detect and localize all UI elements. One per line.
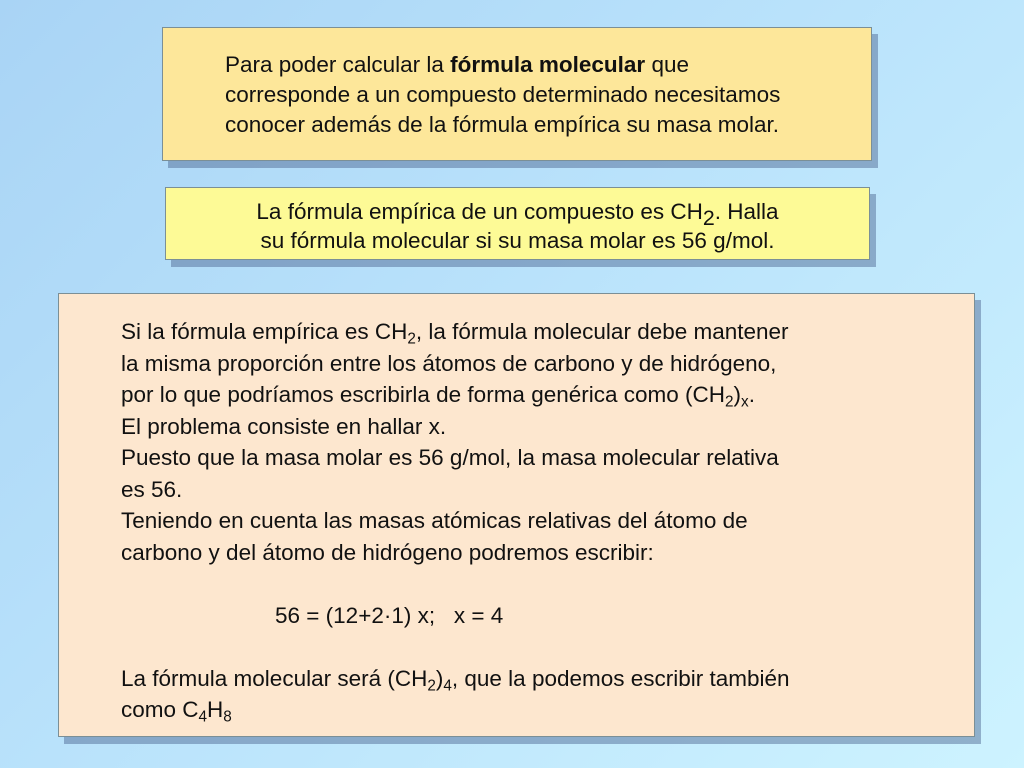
solution-line-5: Puesto que la masa molar es 56 g/mol, la masa molecular relativa (121, 445, 779, 470)
solution-line-4: El problema consiste en hallar x. (121, 413, 447, 439)
intro-line-2: corresponde a un compuesto determinado necesitamos (225, 82, 781, 107)
solution-box (58, 293, 975, 737)
subscript: 2 (702, 205, 715, 230)
subscript: 4 (443, 677, 452, 695)
solution-text: , que la podemos escribir también (451, 665, 790, 691)
problem-box (165, 187, 870, 260)
subscript: 2 (725, 393, 734, 411)
solution-text: , la fórmula molecular debe mantener (415, 319, 789, 344)
solution-line-3 (121, 379, 964, 411)
subscript: 4 (198, 708, 208, 726)
problem-text: La fórmula empírica de un compuesto es CH (256, 199, 703, 224)
solution-text: La fórmula molecular será (CH (121, 665, 428, 691)
subscript: 2 (427, 677, 436, 695)
solution-text: ) (435, 665, 444, 691)
solution-line-7: Teniendo en cuenta las masas atómicas relativas del átomo de (121, 508, 748, 533)
intro-text: que (645, 52, 689, 77)
solution-text: por lo que podríamos escribirla de forma genérica como (CH (121, 382, 726, 407)
solution-line-9 (121, 663, 964, 695)
subscript: 2 (407, 330, 416, 348)
solution-text: H (207, 697, 224, 722)
solution-line-8: carbono y del átomo de hidrógeno podremos escribir: (121, 539, 654, 565)
intro-box (162, 27, 872, 161)
intro-text: Para poder calcular la (225, 52, 451, 77)
subscript: x (741, 393, 749, 411)
solution-line-10 (121, 694, 964, 726)
problem-line-1 (166, 197, 869, 230)
blank-line (121, 568, 964, 600)
intro-line-3: conocer además de la fórmula empírica su masa molar. (225, 112, 779, 137)
intro-line-1 (225, 50, 861, 80)
solution-line-1 (121, 316, 964, 348)
solution-text: como C (121, 697, 199, 722)
blank-line (121, 631, 964, 663)
intro-bold-term: fórmula molecular (450, 52, 646, 77)
problem-text: . Halla (714, 199, 779, 224)
solution-line-6: es 56. (121, 476, 183, 502)
solution-text: Si la fórmula empírica es CH (121, 319, 408, 344)
solution-text: . (748, 382, 755, 407)
problem-line-2: su fórmula molecular si su masa molar es 56 g/mol. (260, 228, 775, 253)
solution-line-2: la misma proporción entre los átomos de carbono y de hidrógeno, (121, 350, 777, 376)
solution-text: ) (733, 382, 742, 407)
subscript: 8 (223, 708, 232, 726)
equation: 56 = (12+2·1) x; x = 4 (275, 602, 504, 628)
